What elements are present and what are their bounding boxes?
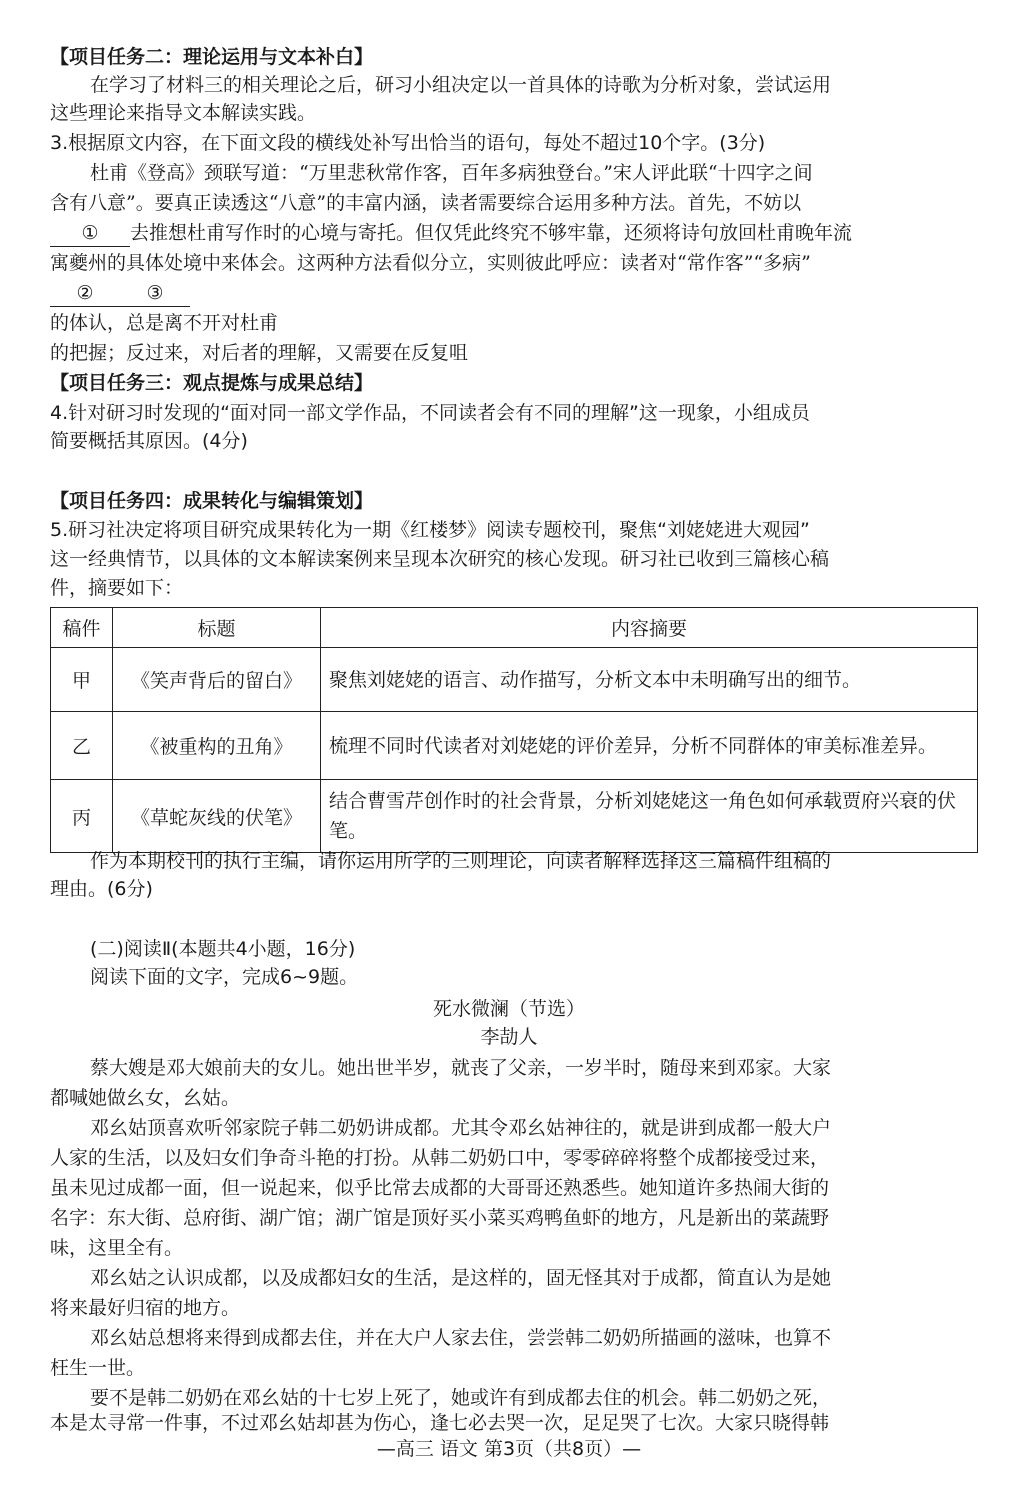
cell-code: 甲 (51, 648, 113, 712)
story-line: 味，这里全有。 (50, 1237, 184, 1259)
q3-passage-line-4: 寓夔州的具体处境中来体会。这两种方法看似分立，实则彼此呼应：读者对“常作客”“多病” (50, 252, 811, 274)
story-line: 要不是韩二奶奶在邓幺姑的十七岁上死了，她或许有到成都去住的机会。韩二奶奶之死， (90, 1387, 832, 1409)
blank-3[interactable]: ③ (120, 280, 190, 307)
q3-passage-line-5 (50, 280, 190, 307)
section-heading: (二)阅读Ⅱ(本题共4小题，16分) (90, 938, 356, 960)
question-5-line-1: 5.研习社决定将项目研究成果转化为一期《红楼梦》阅读专题校刊，聚焦“刘姥姥进大观园” (50, 519, 810, 541)
cell-title: 《被重构的丑角》 (113, 712, 321, 780)
task3-heading: 【项目任务三：观点提炼与成果总结】 (50, 372, 374, 394)
page-footer: —高三 语文 第3页（共8页）— (376, 1438, 642, 1460)
blank-2[interactable]: ② (50, 280, 120, 307)
q3-passage-line-7: 的把握；反过来，对后者的理解，又需要在反复咀 (50, 342, 469, 364)
task2-intro-line-2: 这些理论来指导文本解读实践。 (50, 102, 317, 124)
story-line: 邓幺姑顶喜欢听邻家院子韩二奶奶讲成都。尤其令邓幺姑神往的，就是讲到成都一般大户 (90, 1117, 832, 1139)
column-header: 稿件 (51, 608, 113, 648)
story-author: 李劼人 (480, 1026, 538, 1048)
column-header: 内容摘要 (321, 608, 978, 648)
cell-summary: 结合曹雪芹创作时的社会背景，分析刘姥姥这一角色如何承载贾府兴衰的伏笔。 (321, 780, 978, 853)
cell-code: 乙 (51, 712, 113, 780)
cell-summary: 梳理不同时代读者对刘姥姥的评价差异，分析不同群体的审美标准差异。 (321, 712, 978, 780)
story-line: 虽未见过成都一面，但一说起来，似乎比常去成都的大哥哥还熟悉些。她知道许多热闹大街的 (50, 1177, 830, 1199)
manuscript-table (50, 607, 978, 853)
q3-passage-line-6: 的体认，总是离不开对杜甫 (50, 312, 279, 334)
table-row (51, 712, 978, 780)
task2-heading: 【项目任务二：理论运用与文本补白】 (50, 46, 374, 68)
story-line: 人家的生活，以及妇女们争奇斗艳的打扮。从韩二奶奶口中，零零碎碎将整个成都接受过来， (50, 1147, 830, 1169)
q3-passage-line-2: 含有八意”。要真正读透这“八意”的丰富内涵，读者需要综合运用多种方法。首先，不妨以 (50, 192, 802, 214)
question-3: 3.根据原文内容，在下面文段的横线处补写出恰当的语句，每处不超过10个字。(3分) (50, 132, 766, 154)
column-header: 标题 (113, 608, 321, 648)
task4-heading: 【项目任务四：成果转化与编辑策划】 (50, 490, 374, 512)
question-4-line-1: 4.针对研习时发现的“面对同一部文学作品，不同读者会有不同的理解”这一现象，小组成员 (50, 402, 810, 424)
blank-1[interactable]: ① (50, 220, 130, 247)
task2-intro-line-1: 在学习了材料三的相关理论之后，研习小组决定以一首具体的诗歌为分析对象，尝试运用 (90, 74, 832, 96)
question-5-line-2: 这一经典情节，以具体的文本解读案例来呈现本次研究的核心发现。研习社已收到三篇核心稿 (50, 548, 830, 570)
story-line: 将来最好归宿的地方。 (50, 1297, 241, 1319)
q3-passage-line-1: 杜甫《登高》颈联写道：“万里悲秋常作客，百年多病独登台。”宋人评此联“十四字之间 (90, 162, 813, 184)
table-header-row (51, 608, 978, 648)
q3-passage-line-3: ① 去推想杜甫写作时的心境与寄托。但仅凭此终究不够牢靠，还须将诗句放回杜甫晚年流 (50, 220, 852, 247)
cell-summary: 聚焦刘姥姥的语言、动作描写，分析文本中未明确写出的细节。 (321, 648, 978, 712)
q5-instruction-line-2: 理由。(6分) (50, 878, 153, 900)
story-line: 名字：东大街、总府街、湖广馆；湖广馆是顶好买小菜买鸡鸭鱼虾的地方，凡是新出的菜蔬野 (50, 1207, 830, 1229)
story-line: 邓幺姑总想将来得到成都去住，并在大户人家去住，尝尝韩二奶奶所描画的滋味，也算不 (90, 1327, 832, 1349)
story-line: 都喊她做幺女，幺姑。 (50, 1087, 241, 1109)
story-line: 本是太寻常一件事，不过邓幺姑却甚为伤心，逢七必去哭一次，足足哭了七次。大家只晓得韩 (50, 1412, 830, 1434)
section-instruction: 阅读下面的文字，完成6~9题。 (90, 966, 359, 988)
question-5-line-3: 件，摘要如下： (50, 577, 184, 599)
cell-code: 丙 (51, 780, 113, 853)
story-line: 枉生一世。 (50, 1357, 146, 1379)
story-line: 邓幺姑之认识成都，以及成都妇女的生活，是这样的，固无怪其对于成都，简直认为是她 (90, 1267, 832, 1289)
story-title: 死水微澜（节选） (432, 998, 585, 1020)
cell-title: 《笑声背后的留白》 (113, 648, 321, 712)
q5-instruction-line-1: 作为本期校刊的执行主编，请你运用所学的三则理论，向读者解释选择这三篇稿件组稿的 (90, 850, 832, 872)
table-row (51, 780, 978, 853)
table-row (51, 648, 978, 712)
question-4-line-2: 简要概括其原因。(4分) (50, 430, 248, 452)
cell-title: 《草蛇灰线的伏笔》 (113, 780, 321, 853)
story-line: 蔡大嫂是邓大娘前夫的女儿。她出世半岁，就丧了父亲，一岁半时，随母来到邓家。大家 (90, 1057, 832, 1079)
